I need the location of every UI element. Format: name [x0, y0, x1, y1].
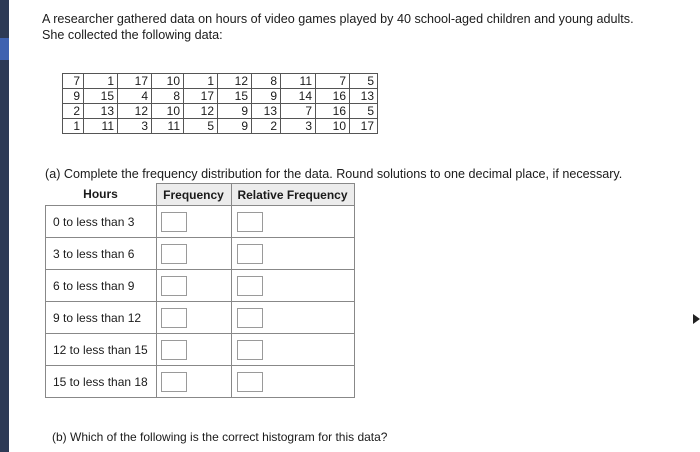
- data-cell: 13: [84, 104, 118, 119]
- data-cell: 9: [218, 104, 252, 119]
- frequency-cell: [156, 270, 231, 302]
- data-cell: 10: [152, 74, 184, 89]
- data-cell: 4: [118, 89, 152, 104]
- data-cell: 1: [84, 74, 118, 89]
- relative-frequency-cell: [231, 270, 354, 302]
- data-cell: 5: [350, 104, 378, 119]
- relative-frequency-cell: [231, 334, 354, 366]
- relative-frequency-input[interactable]: [237, 244, 263, 264]
- data-cell: 9: [218, 119, 252, 134]
- class-interval-label: 0 to less than 3: [46, 206, 157, 238]
- data-cell: 12: [184, 104, 218, 119]
- relative-frequency-header: Relative Frequency: [231, 184, 354, 206]
- relative-frequency-input[interactable]: [237, 340, 263, 360]
- frequency-row: [46, 302, 355, 334]
- data-cell: 9: [63, 89, 84, 104]
- data-cell: 2: [63, 104, 84, 119]
- data-cell: 10: [152, 104, 184, 119]
- data-cell: 15: [84, 89, 118, 104]
- frequency-row: [46, 334, 355, 366]
- data-row: [63, 119, 378, 134]
- data-cell: 10: [316, 119, 350, 134]
- part-b-question: (b) Which of the following is the correct histogram for this data?: [52, 430, 388, 444]
- data-cell: 16: [316, 104, 350, 119]
- data-cell: 1: [184, 74, 218, 89]
- data-cell: 1: [63, 119, 84, 134]
- data-row: [63, 74, 378, 89]
- frequency-row: [46, 238, 355, 270]
- data-cell: 5: [184, 119, 218, 134]
- data-cell: 12: [118, 104, 152, 119]
- relative-frequency-cell: [231, 206, 354, 238]
- frequency-row: [46, 270, 355, 302]
- data-cell: 7: [281, 104, 316, 119]
- data-cell: 11: [281, 74, 316, 89]
- frequency-cell: [156, 334, 231, 366]
- frequency-cell: [156, 366, 231, 398]
- sidebar-highlight: [0, 38, 9, 60]
- data-cell: 17: [184, 89, 218, 104]
- data-row: [63, 89, 378, 104]
- frequency-header: Frequency: [156, 184, 231, 206]
- data-cell: 16: [316, 89, 350, 104]
- relative-frequency-input[interactable]: [237, 212, 263, 232]
- frequency-cell: [156, 206, 231, 238]
- data-cell: 3: [281, 119, 316, 134]
- relative-frequency-input[interactable]: [237, 308, 263, 328]
- problem-intro: [42, 11, 682, 43]
- frequency-row: [46, 206, 355, 238]
- data-cell: 11: [84, 119, 118, 134]
- data-cell: 13: [350, 89, 378, 104]
- data-cell: 17: [118, 74, 152, 89]
- class-interval-label: 9 to less than 12: [46, 302, 157, 334]
- part-a-question: (a) Complete the frequency distribution for the data. Round solutions to one decimal place, if necessary.: [45, 167, 623, 181]
- frequency-input[interactable]: [161, 244, 187, 264]
- relative-frequency-cell: [231, 238, 354, 270]
- data-cell: 13: [252, 104, 281, 119]
- relative-frequency-input[interactable]: [237, 276, 263, 296]
- data-cell: 2: [252, 119, 281, 134]
- class-interval-label: 6 to less than 9: [46, 270, 157, 302]
- frequency-cell: [156, 302, 231, 334]
- data-cell: 8: [152, 89, 184, 104]
- data-cell: 7: [316, 74, 350, 89]
- intro-line-1: A researcher gathered data on hours of video games played by 40 school-aged children and young adults.: [42, 12, 634, 26]
- scroll-arrow-icon[interactable]: [693, 314, 700, 324]
- frequency-input[interactable]: [161, 340, 187, 360]
- class-interval-label: 12 to less than 15: [46, 334, 157, 366]
- data-cell: 5: [350, 74, 378, 89]
- frequency-input[interactable]: [161, 212, 187, 232]
- frequency-input[interactable]: [161, 372, 187, 392]
- data-row: [63, 104, 378, 119]
- relative-frequency-cell: [231, 366, 354, 398]
- data-cell: 9: [252, 89, 281, 104]
- left-sidebar-strip: [0, 0, 9, 452]
- frequency-input[interactable]: [161, 276, 187, 296]
- data-cell: 17: [350, 119, 378, 134]
- data-cell: 15: [218, 89, 252, 104]
- relative-frequency-input[interactable]: [237, 372, 263, 392]
- raw-data-table: [62, 73, 378, 134]
- data-cell: 14: [281, 89, 316, 104]
- frequency-cell: [156, 238, 231, 270]
- relative-frequency-cell: [231, 302, 354, 334]
- frequency-distribution-table: [45, 183, 355, 398]
- class-interval-label: 15 to less than 18: [46, 366, 157, 398]
- frequency-input[interactable]: [161, 308, 187, 328]
- data-cell: 11: [152, 119, 184, 134]
- data-cell: 8: [252, 74, 281, 89]
- hours-header: Hours: [46, 184, 157, 206]
- data-cell: 12: [218, 74, 252, 89]
- intro-line-2: She collected the following data:: [42, 28, 223, 42]
- data-cell: 3: [118, 119, 152, 134]
- frequency-row: [46, 366, 355, 398]
- class-interval-label: 3 to less than 6: [46, 238, 157, 270]
- data-cell: 7: [63, 74, 84, 89]
